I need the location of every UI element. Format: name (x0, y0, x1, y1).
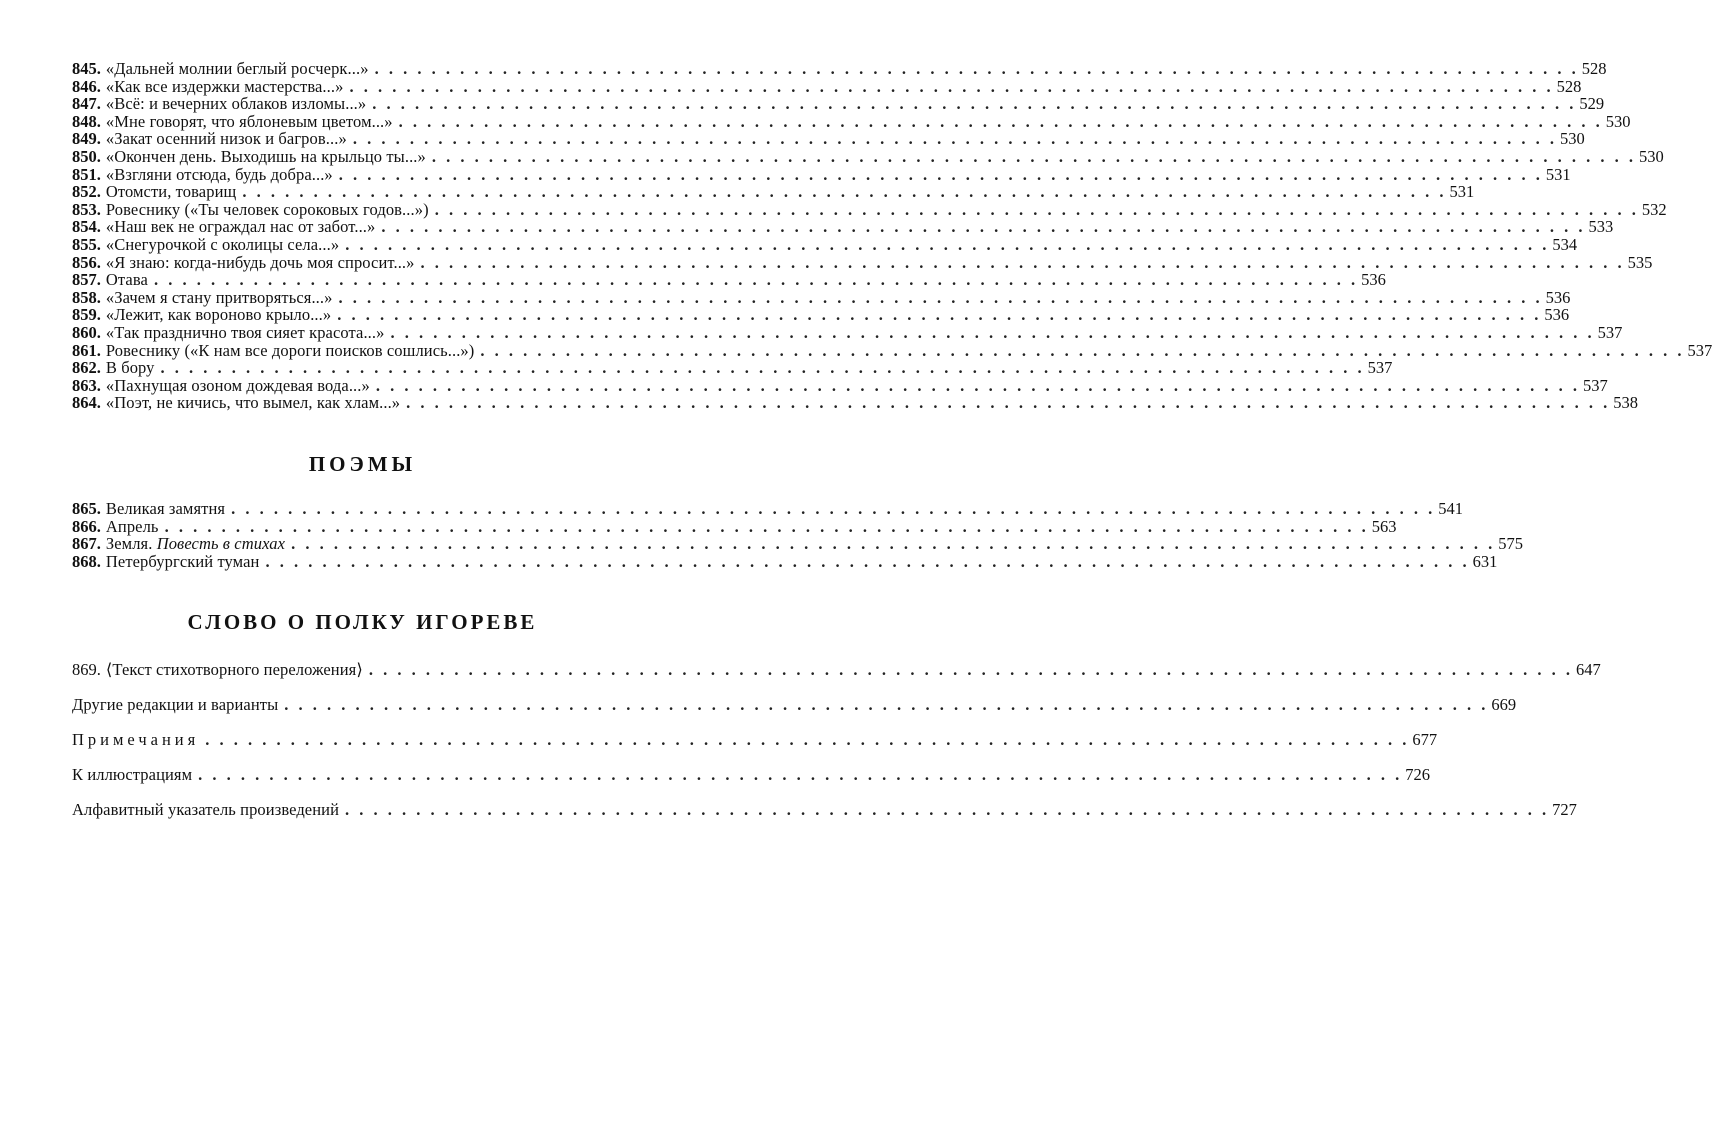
entry-page: 537 (1597, 322, 1623, 342)
long-poems-list (72, 499, 1523, 571)
entry-page: 531 (1545, 164, 1571, 184)
dot-leader (391, 324, 1595, 342)
entry-title: Отомсти, товарищ (105, 182, 237, 202)
entry-page: 563 (1371, 516, 1397, 536)
toc-row (72, 111, 1631, 131)
entry-page: 541 (1438, 499, 1463, 518)
entry-page: 536 (1545, 287, 1571, 307)
dot-leader (231, 500, 1435, 518)
dot-leader (435, 201, 1639, 219)
entry-page: 531 (1449, 182, 1475, 202)
dot-leader (399, 113, 1603, 131)
entry-number: 854. (72, 217, 101, 237)
entry-number: 862. (72, 358, 101, 378)
toc-row (72, 687, 1517, 722)
entry-page: 727 (1552, 800, 1577, 819)
toc-row (72, 358, 1393, 378)
toc-row (72, 287, 1571, 307)
entry-title: «Я знаю: когда-нибудь дочь моя спросит...» (105, 252, 415, 272)
entry-page: 537 (1367, 358, 1393, 378)
toc-row (72, 199, 1667, 219)
entry-title: «Так празднично твоя сияет красота...» (105, 322, 385, 342)
toc-row (72, 722, 1438, 757)
entry-number: 848. (72, 111, 101, 131)
entry-title: Ровеснику («Ты человек сороковых годов...») (105, 199, 429, 219)
toc-row (72, 129, 1585, 149)
dot-leader (345, 792, 1549, 827)
entry-page: 647 (1576, 660, 1601, 679)
section-heading-slovo: СЛОВО О ПОЛКУ ИГОРЕВЕ (187, 610, 538, 634)
dot-leader (375, 60, 1579, 78)
entry-title: Апрель (105, 516, 159, 536)
dot-leader (161, 359, 1365, 377)
toc-row (72, 234, 1578, 254)
entry-title: Примечания (72, 730, 200, 749)
toc-row (72, 305, 1570, 325)
entry-title: «Поэт, не кичись, что вымел, как хлам...» (105, 393, 401, 413)
entry-number: 855. (72, 234, 101, 254)
dot-leader (381, 218, 1585, 236)
entry-number: 866. (72, 516, 101, 536)
entry-title: «Взгляни отсюда, будь добра...» (105, 164, 333, 184)
entry-number: 857. (72, 270, 101, 290)
entry-page: 677 (1412, 730, 1438, 749)
entry-number: 864. (72, 393, 101, 413)
toc-row (72, 499, 1463, 518)
dot-leader (337, 306, 1541, 324)
entry-number: 846. (72, 76, 101, 96)
dot-leader (432, 148, 1636, 166)
entry-title: «Зачем я стану притворяться...» (105, 287, 333, 307)
entry-page: 535 (1627, 252, 1653, 272)
dot-leader (198, 757, 1402, 792)
entry-title: К иллюстрациям (72, 765, 193, 784)
entry-title: «Дальней молнии беглый росчерк...» (105, 59, 369, 78)
dot-leader (349, 78, 1553, 96)
entry-page: 530 (1605, 111, 1631, 131)
entry-title: «Мне говорят, что яблоневым цветом...» (105, 111, 393, 131)
entry-title: «Всё: и вечерних облаков изломы...» (105, 94, 367, 114)
entry-title: «Наш век не ограждал нас от забот...» (105, 217, 376, 237)
dot-leader (480, 342, 1684, 360)
dot-leader (338, 289, 1542, 307)
entry-number: 852. (72, 182, 101, 202)
dot-leader (205, 722, 1409, 757)
dot-leader (291, 535, 1495, 553)
entry-number: 847. (72, 94, 101, 114)
toc-row (72, 252, 1653, 272)
entry-number: 865. (72, 499, 101, 518)
toc-row (72, 393, 1639, 413)
toc-row (72, 59, 1607, 78)
dot-leader (376, 377, 1580, 395)
entry-page: 530 (1559, 129, 1585, 149)
toc-row (72, 534, 1523, 554)
entry-number: 853. (72, 199, 101, 219)
entry-page: 528 (1556, 76, 1582, 96)
entry-page: 538 (1613, 393, 1639, 413)
toc-row (72, 94, 1605, 114)
entry-page: 537 (1582, 375, 1608, 395)
dot-leader (154, 271, 1358, 289)
entry-page: 631 (1472, 551, 1498, 571)
dot-leader (353, 130, 1557, 148)
entry-title: В бору (105, 358, 155, 378)
entry-title: Другие редакции и варианты (72, 695, 279, 714)
entry-title: Алфавитный указатель произведений (72, 800, 340, 819)
dot-leader (165, 518, 1369, 536)
toc-row (72, 322, 1623, 342)
entry-title: Великая замятня (105, 499, 226, 518)
slovo-list (72, 652, 1601, 827)
entry-title: Земля. Повесть в стихах (105, 534, 286, 554)
entry-number: 849. (72, 129, 101, 149)
entry-number: 867. (72, 534, 101, 554)
entry-page: 575 (1498, 534, 1523, 554)
entry-number: 851. (72, 164, 101, 184)
section-heading-poems: ПОЭМЫ (308, 452, 417, 476)
dot-leader (372, 95, 1576, 113)
toc-row (72, 217, 1614, 237)
toc-row (72, 164, 1571, 184)
dot-leader (369, 652, 1573, 687)
poems-list (72, 59, 1712, 413)
toc-row (72, 340, 1712, 360)
entry-title: «Окончен день. Выходишь на крыльцо ты...» (105, 146, 426, 166)
entry-page: 532 (1641, 199, 1667, 219)
entry-number: 856. (72, 252, 101, 272)
entry-page: 536 (1544, 305, 1570, 325)
entry-title: «Пахнущая озоном дождевая вода...» (105, 375, 370, 395)
toc-row (72, 182, 1475, 202)
dot-leader (284, 687, 1488, 722)
toc-row (72, 146, 1664, 166)
dot-leader (406, 394, 1610, 412)
entry-number: 845. (72, 59, 101, 78)
entry-title: Петербургский туман (105, 551, 260, 571)
toc-row (72, 757, 1431, 792)
entry-number: 863. (72, 375, 101, 395)
toc-row (72, 652, 1601, 687)
entry-title: ⟨Текст стихотворного переложения⟩ (105, 660, 363, 679)
dot-leader (265, 553, 1469, 571)
entry-title: Ровеснику («К нам все дороги поисков сошлись...») (105, 340, 475, 360)
toc-row (72, 270, 1386, 290)
entry-number: 869. (72, 660, 101, 679)
entry-page: 529 (1579, 94, 1605, 114)
entry-page: 726 (1405, 765, 1431, 784)
dot-leader (242, 183, 1446, 201)
toc-row (72, 76, 1582, 96)
entry-number: 850. (72, 146, 101, 166)
entry-title: «Как все издержки мастерства...» (105, 76, 344, 96)
entry-title: «Лежит, как вороново крыло...» (105, 305, 332, 325)
entry-page: 669 (1491, 695, 1517, 714)
dot-leader (339, 166, 1543, 184)
entry-number: 859. (72, 305, 101, 325)
entry-title: Отава (105, 270, 148, 290)
entry-page: 530 (1639, 146, 1664, 166)
toc-row (72, 375, 1608, 395)
toc-row (72, 516, 1397, 536)
entry-title: «Снегурочкой с околицы села...» (105, 234, 340, 254)
entry-title: «Закат осенний низок и багров...» (105, 129, 347, 149)
entry-number: 858. (72, 287, 101, 307)
dot-leader (421, 254, 1625, 272)
toc-row (72, 551, 1498, 571)
entry-page: 537 (1687, 340, 1712, 360)
entry-number: 868. (72, 551, 101, 571)
dot-leader (345, 236, 1549, 254)
entry-number: 861. (72, 340, 101, 360)
entry-page: 534 (1552, 234, 1578, 254)
toc-row (72, 792, 1577, 827)
entry-page: 536 (1361, 270, 1386, 290)
entry-number: 860. (72, 322, 101, 342)
entry-page: 528 (1581, 59, 1607, 78)
entry-page: 533 (1588, 217, 1614, 237)
